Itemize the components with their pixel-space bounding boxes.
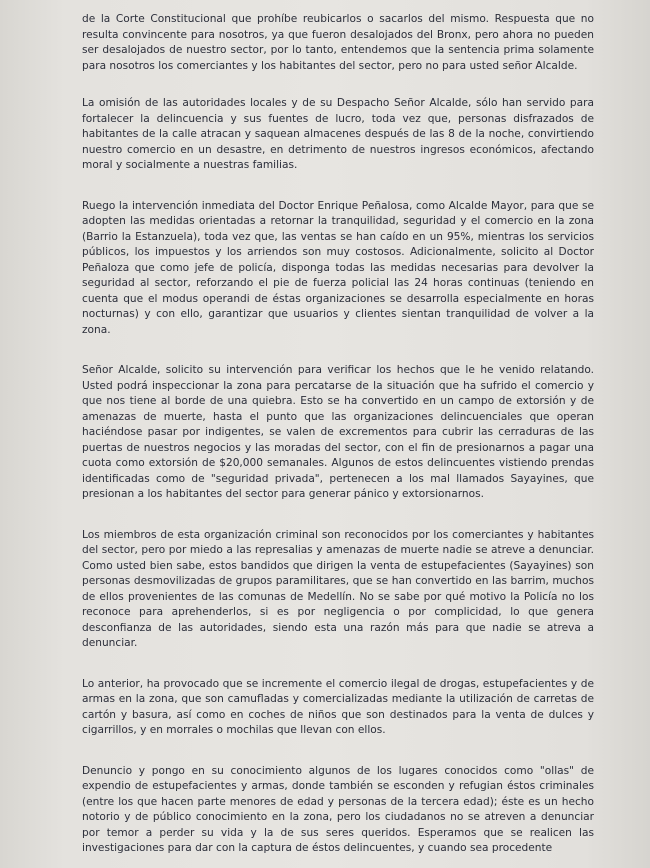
paragraph-3: Ruego la intervención inmediata del Doctor Enrique Peñalosa, como Alcalde Mayor, para que se adopten las medidas orientadas a retornar la tranquilidad, seguridad y el comercio en la zona (Barrio la Estanzuela), toda vez que, las ventas se han caído en un 95%, mientras los servicios públicos, los impuestos y los arriendos son muy costosos. Adicionalmente, solicito al Doctor Peñaloza que como jefe de policía, disponga todas las medidas necesarias para devolver la seguridad al sector, reforzando el pie de fuerza policial las 24 horas continuas (teniendo en cuenta que el modus operandi de éstas organizaciones se desarrolla especialmente en horas nocturnas) y con ello, garantizar que usuarios y clientes sientan tranquilidad de volver a la zona. [82, 199, 594, 336]
paragraph-5: Los miembros de esta organización criminal son reconocidos por los comerciantes y habitantes del sector, pero por miedo a las represalias y amenazas de muerte nadie se atreve a denunciar. Como usted bien sabe, estos bandidos que dirigen la venta de estupefacientes (Sayayines) son personas desmovilizadas de grupos paramilitares, que se han convertido en las barrim, muchos de ellos provenientes de las comunas de Medellín. No se sabe por qué motivo la Policía no los reconoce para aprehenderlos, si es por negligencia o por complicidad, lo que genera desconfianza de las autoridades, siendo esta una razón más para que nadie se atreva a denunciar. [82, 528, 594, 649]
paragraph-6: Lo anterior, ha provocado que se incremente el comercio ilegal de drogas, estupefacientes y de armas en la zona, que son camufladas y comercializadas mediante la utilización de carretas de cartón y basura, así como en coches de niños que son destinados para la venta de dulces y cigarrillos, y en morrales o mochilas que llevan con ellos. [82, 677, 594, 736]
paragraph-7: Denuncio y pongo en su conocimiento algunos de los lugares conocidos como "ollas" de expendio de estupefacientes y armas, donde también se esconden y refugian éstos criminales (entre los que hacen parte menores de edad y personas de la tercera edad); éste es un hecho notorio y de público conocimiento en la zona, pero los ciudadanos no se atreven a denunciar por temor a perder su vida y la de sus seres queridos. Esperamos que se realicen las investigaciones para dar con la captura de éstos delincuentes, y cuando sea procedente [82, 764, 594, 854]
paragraph-2: La omisión de las autoridades locales y de su Despacho Señor Alcalde, sólo han servido para fortalecer la delincuencia y sus fuentes de lucro, toda vez que, personas disfrazados de habitantes de la calle atracan y saquean almacenes después de las 8 de la noche, convirtiendo nuestro comercio en un desastre, en detrimento de nuestros ingresos económicos, afectando moral y socialmente a nuestras familias. [82, 97, 594, 171]
paragraph-1: de la Corte Constitucional que prohíbe reubicarlos o sacarlos del mismo. Respuesta que no resulta convincente para nosotros, ya que fueron desalojados del Bronx, pero ahora no pueden ser desalojados de nuestro sector, por lo tanto, entendemos que la sentencia prima solamente para nosotros los comerciantes y los habitantes del sector, pero no para usted señor Alcalde. [82, 13, 594, 72]
paragraph-4: Señor Alcalde, solicito su intervención para verificar los hechos que le he venido relatando. Usted podrá inspeccionar la zona para percatarse de la situación que ha sufrido el comercio y que nos tiene al borde de una quiebra. Esto se ha convertido en un campo de extorsión y de amenazas de muerte, hasta el punto que las organizaciones delincuenciales que operan haciéndose pasar por indigentes, se valen de excrementos para cubrir las cerraduras de las puertas de nuestros negocios y las moradas del sector, con el fin de presionarnos a pagar una cuota como extorsión de $20,000 semanales. Algunos de estos delincuentes vistiendo prendas identificadas como de "seguridad privada", pertenecen a los mal llamados Sayayines, que presionan a los habitantes del sector para generar pánico y extorsionarnos. [82, 364, 594, 500]
